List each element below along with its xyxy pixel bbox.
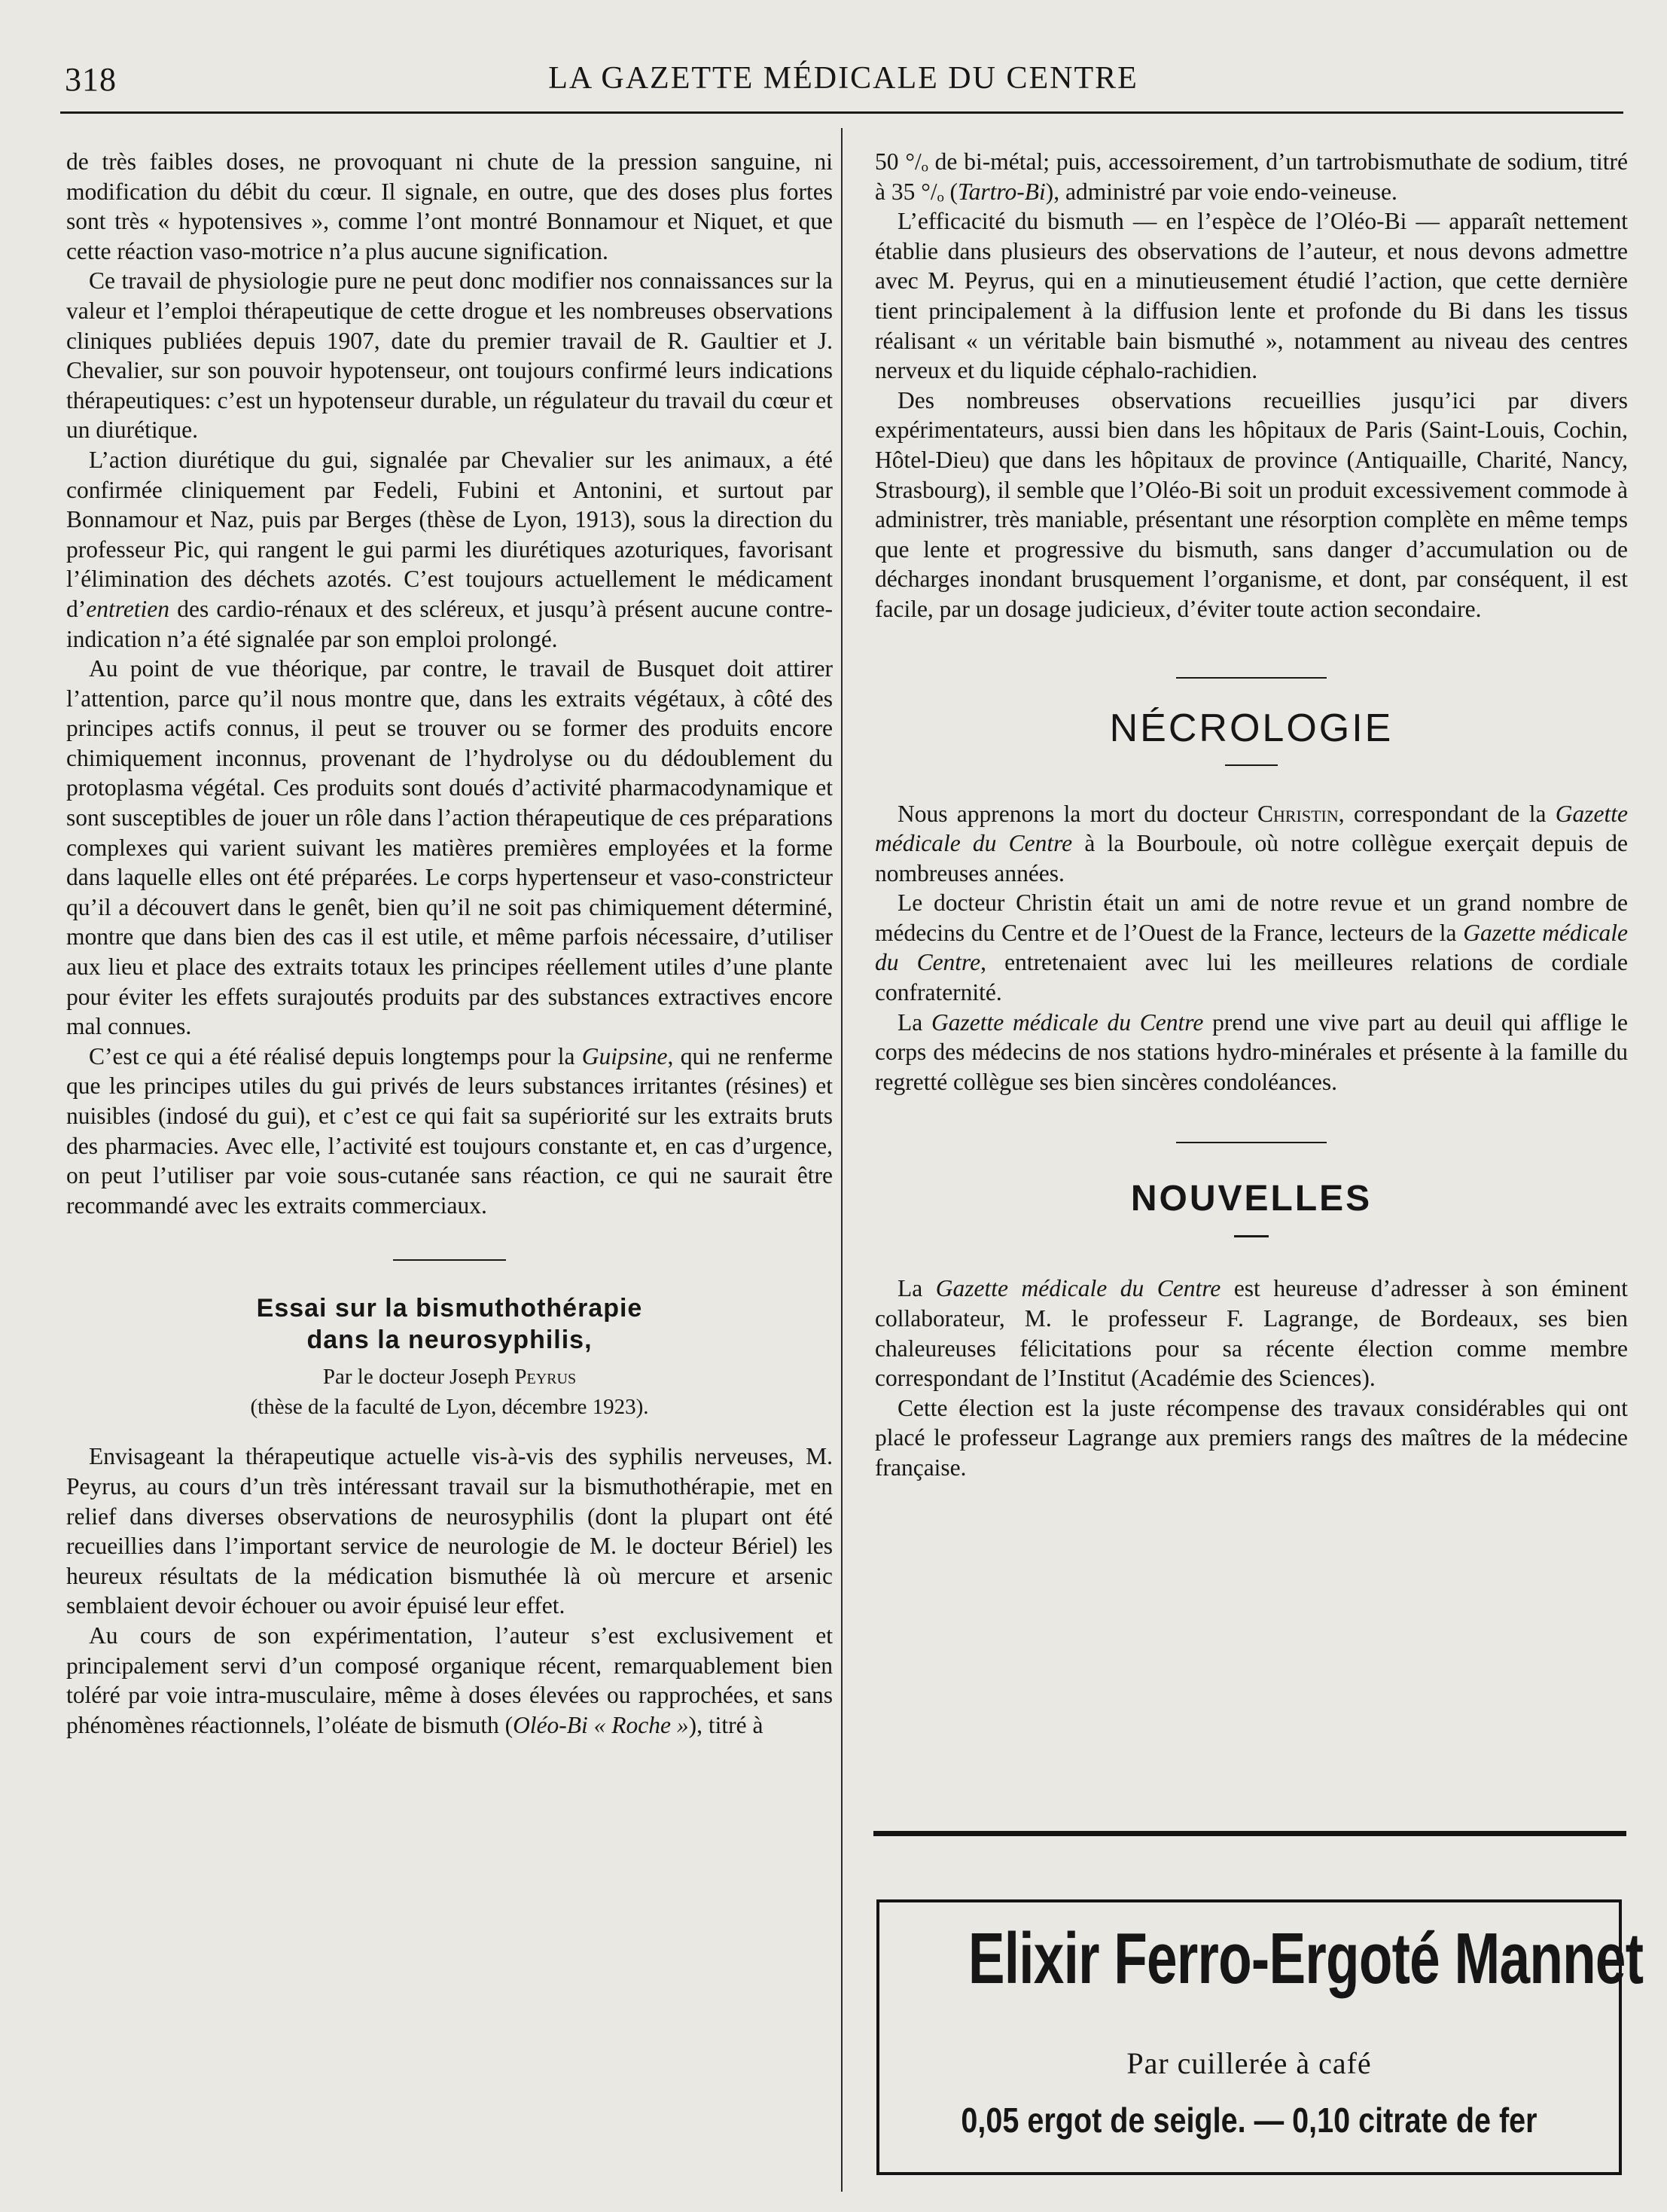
- advertisement-box: [876, 1899, 1644, 2175]
- essay-source: (thèse de la faculté de Lyon, décembre 1923).: [250, 1395, 649, 1420]
- left-paragraph-3: [66, 445, 833, 654]
- necrologie-paragraph-3: [875, 1008, 1628, 1097]
- page-number: 318: [65, 61, 117, 98]
- essay-paragraph-1: Envisageant la thérapeutique actuelle vis-à-vis des syphilis nerveuses, M. Peyrus, au cours d’un très intéressant travail sur la bismuthothérapie, met en relief dans diverses observations de neurosyphilis (dont la plupart ont été recueillies dans l’important service de neurologie de M. le docteur Bériel) les heureux résultats de la médication bismuthée là où mercure et arsenic semblaient devoir échouer ou avoir épuisé leur effet.: [66, 1443, 833, 1619]
- text-run: La: [897, 1275, 936, 1302]
- text-run: La: [897, 1008, 931, 1036]
- text-run: prend une vive part au deuil qui afflige le corps des médecins de nos stations hydro-minérales et présente à la famille du regretté collègue ses bien sincères condoléances.: [875, 1008, 1629, 1095]
- italic-term: Oléo-Bi « Roche »: [513, 1711, 689, 1738]
- text-run: , correspondant de la: [1338, 800, 1556, 827]
- necrologie-title: NÉCROLOGIE: [1109, 706, 1394, 750]
- necrologie-paragraph-1: [875, 799, 1628, 889]
- text-run: Au cours de son expérimentation, l’auteur s’est exclusivement et principalement servi d’un composé organique récent, remarquablement bien toléré par voie intra-musculaire, même à doses élevées ou rapprochées, et sans phénomènes réactionnels, l’oléate de bismuth (: [66, 1622, 833, 1738]
- person-name: Christin: [1257, 800, 1339, 827]
- text-run: ), titré à: [688, 1711, 763, 1738]
- left-paragraph-5: [66, 1042, 833, 1221]
- left-paragraph-4: Au point de vue théorique, par contre, le travail de Busquet doit attirer l’attention, parce qu’il nous montre que, dans les extraits végétaux, à côté des principes actifs connus, il peut se trouver ou se former des produits encore chimiquement inconnus, provenant de l’hydrolyse ou du dédoublement du protoplasma végétal. Ces produits sont doués d’activité pharmacodynamique et sont susceptibles de jouer un rôle dans l’action thérapeutique de ces préparations complexes qui varient suivant les matières premières employées et la forme dans laquelle elles ont été préparées. Le corps hypertenseur et vaso-constricteur qu’il a découvert dans le genêt, bien qu’il ne soit pas chimiquement déterminé, montre que dans bien des cas il est utile, et même parfois nécessaire, d’utiliser aux lieu et place des extraits totaux les principes réellement utiles d’une plante pour éviter les effets surajoutés produits par des substances extractives encore mal connues.: [66, 655, 833, 1040]
- author-name: Peyrus: [514, 1365, 577, 1390]
- essay-title: [66, 1292, 833, 1356]
- text-run: ), administré par voie endo-veineuse.: [1045, 178, 1397, 205]
- nouvelles-title: NOUVELLES: [1130, 1179, 1373, 1219]
- right-column: [875, 147, 1628, 1483]
- header-rule: [60, 111, 1623, 114]
- italic-journal-name: Gazette médicale du Centre: [935, 1275, 1221, 1302]
- right-paragraph-3: Des nombreuses observations recueillies jusqu’ici par divers expérimentateurs, aussi bien dans les hôpitaux de Paris (Saint-Louis, Cochin, Hôtel-Dieu) que dans les hôpitaux de province (Antiquaille, Charité, Nancy, Strasbourg), il semble que l’Oléo-Bi soit un produit excessivement commode à administrer, très maniable, présentant une résorption complète en même temps que lente et progressive du bismuth, sans danger d’accumulation ou de décharges inondant brusquement l’organisme, et dont, par conséquent, il est facile, par un dosage judicieux, d’éviter toute action secondaire.: [875, 386, 1628, 622]
- column-divider: [841, 128, 843, 2192]
- text-run: L’action diurétique du gui, signalée par Chevalier sur les animaux, a été confirmée cliniquement par Fedeli, Fubini et Antonini, et surtout par Bonnamour et Naz, puis par Berges (thèse de Lyon, 1913), sous la direction du professeur Pic, qui rangent le gui parmi les diurétiques azoturiques, favorisant l’élimination des déchets azotés. C’est toujours actuellement le médicament d’: [66, 446, 833, 622]
- ad-product-name: Elixir Ferro-Ergoté Mannet: [968, 1918, 1644, 1999]
- text-run: des cardio-rénaux et des scléreux, et jusqu’à présent aucune contre-indication n’a été signalée par son emploi prolongé.: [66, 595, 833, 652]
- text-run: 50 °/ₒ de bi-métal; puis, accessoirement, d’un tartrobismuthate de sodium, titré à 35 °/ₒ (: [875, 148, 1628, 205]
- left-paragraph-2: Ce travail de physiologie pure ne peut donc modifier nos connaissances sur la valeur et l’emploi thérapeutique de cette drogue et les nombreuses observations cliniques publiées depuis 1907, date du premier travail de R. Gaultier et J. Chevalier, sur son pouvoir hypotenseur, ont toujours confirmé leurs indications thérapeutiques: c’est un hypotenseur durable, un régulateur du travail du cœur et un diurétique.: [66, 267, 833, 444]
- italic-term: entretien: [86, 595, 170, 622]
- text-run: C’est ce qui a été réalisé depuis longtemps pour la: [89, 1042, 582, 1069]
- ad-composition: 0,05 ergot de seigle. — 0,10 citrate de fer: [961, 2101, 1537, 2140]
- nouvelles-paragraph-1: [875, 1274, 1628, 1393]
- text-run: Nous apprenons la mort du docteur: [897, 800, 1257, 827]
- right-paragraph-1: [875, 147, 1628, 206]
- necrologie-paragraph-2: [875, 888, 1628, 1007]
- essay-byline: [66, 1362, 833, 1392]
- text-run: , entretenaient avec lui les meilleures relations de cordiale confraternité.: [875, 949, 1628, 1006]
- right-paragraph-2: L’efficacité du bismuth — en l’espèce de l’Oléo-Bi — apparaît nettement établie dans plusieurs des observations de l’auteur, et nous devons admettre avec M. Peyrus, qui en a minutieusement étudié l’action, que cette dernière tient principalement à la diffusion lente et profonde du Bi dans les tissus réalisant « un véritable bain bismuthé », notamment au niveau des centres nerveux et du liquide céphalo-rachidien.: [875, 208, 1628, 384]
- italic-journal-name: Gazette médicale du Centre: [875, 919, 1628, 976]
- ad-dosage: Par cuillerée à café: [1126, 2046, 1372, 2080]
- left-column: [66, 147, 833, 1740]
- text-run: est heureuse d’adresser à son éminent collaborateur, M. le professeur F. Lagrange, de Bordeaux, ses bien chaleureuses félicitations pour sa récente élection comme membre correspondant de l’Institut (Académie des Sciences).: [875, 1275, 1628, 1392]
- text-run: Le docteur Christin était un ami de notre revue et un grand nombre de médecins du Centre et de l’Ouest de la France, lecteurs de la: [875, 889, 1628, 946]
- essay-paragraph-2: [66, 1621, 833, 1740]
- italic-journal-name: Gazette médicale du Centre: [931, 1008, 1204, 1036]
- essay-title-line-2: dans la neurosyphilis,: [306, 1326, 593, 1355]
- essay-title-line-1: Essai sur la bismuthothérapie: [256, 1294, 643, 1323]
- italic-term: Guipsine: [581, 1042, 668, 1069]
- left-paragraph-1: de très faibles doses, ne provoquant ni chute de la pression sanguine, ni modification du débit du cœur. Il signale, en outre, que des doses plus fortes sont très « hypotensives », comme l’ont montré Bonnamour et Niquet, et que cette réaction vaso-motrice n’a plus aucune signification.: [66, 148, 833, 264]
- running-title: LA GAZETTE MÉDICALE DU CENTRE: [548, 61, 1138, 96]
- text-run: , qui ne renferme que les principes utiles du gui privés de leurs substances irritantes (résines) et nuisibles (indosé du gui), et c’est ce qui fait sa supériorité sur les extraits bruts des pharmacies. Avec elle, l’activité est toujours constante et, en cas d’urgence, on peut l’utiliser par voie sous-cutanée sans réaction, ce qui ne saurait être recommandé avec les extraits commerciaux.: [66, 1042, 833, 1219]
- advertisement-top-rule: [873, 1831, 1626, 1836]
- italic-journal-name: Gazette médicale du Centre: [875, 800, 1628, 857]
- italic-term: Tartro-Bi: [958, 178, 1046, 205]
- nouvelles-paragraph-2: Cette élection est la juste récompense des travaux considérables qui ont placé le professeur Lagrange aux premiers rangs des maîtres de la médecine française.: [875, 1394, 1628, 1481]
- byline-prefix: Par le docteur Joseph: [322, 1365, 515, 1390]
- text-run: à la Bourboule, où notre collègue exerçait depuis de nombreuses années.: [875, 830, 1628, 886]
- page-header: [60, 53, 1626, 105]
